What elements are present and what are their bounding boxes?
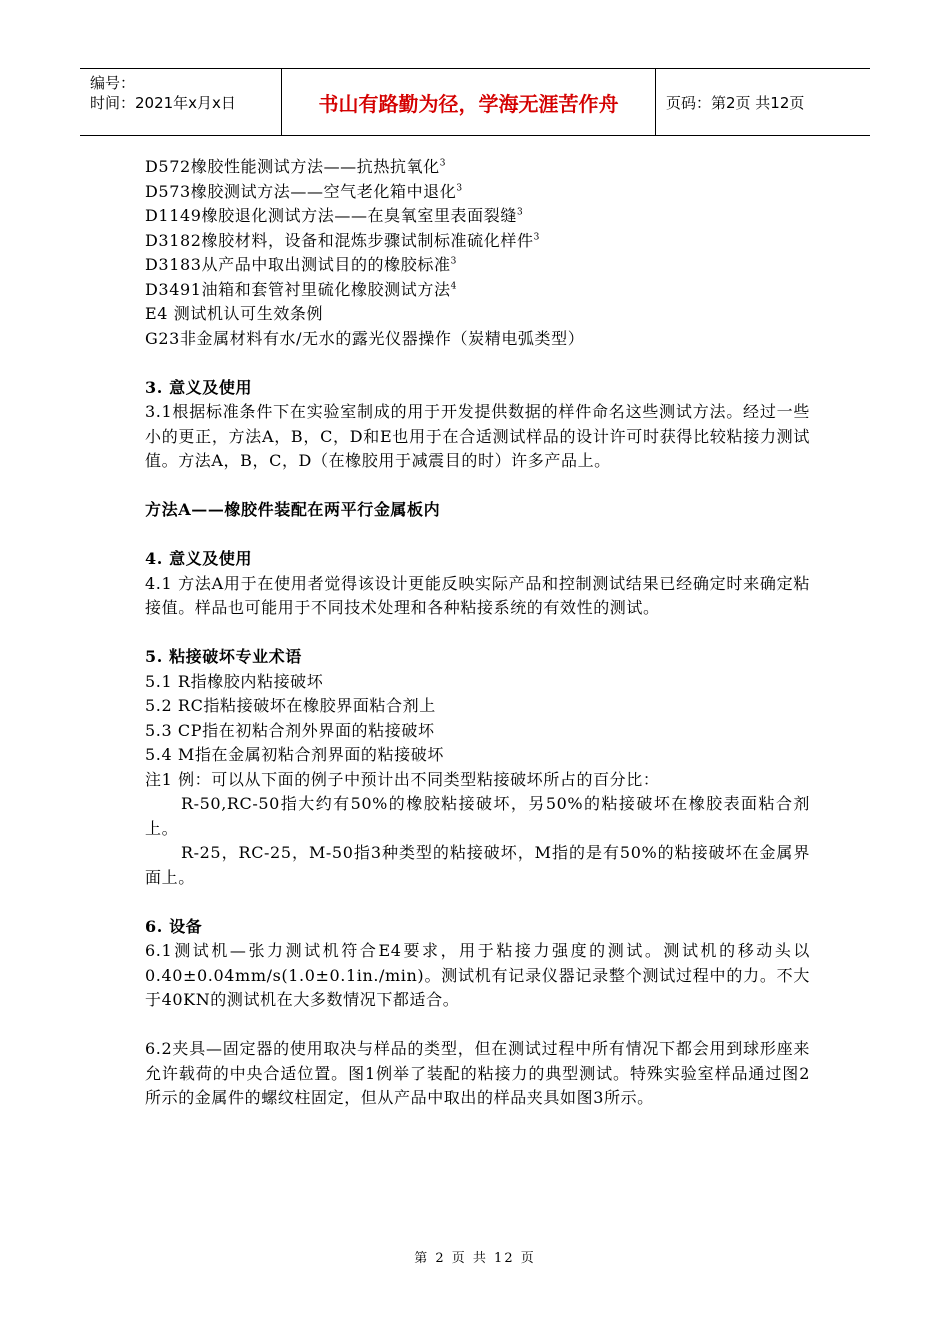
reference-item [145, 204, 810, 229]
document-time: 时间：2021年x月x日 [90, 94, 236, 112]
reference-text: D572橡胶性能测试方法——抗热抗氧化 [145, 157, 440, 176]
reference-item [145, 327, 810, 352]
reference-text: D573橡胶测试方法——空气老化箱中退化 [145, 181, 457, 201]
page-footer: 第 2 页 共 12 页 [414, 1251, 536, 1266]
example-1: R-50,RC-50指大约有50%的橡胶粘接破坏，另50%的粘接破坏在橡胶表面粘合剂上。 [145, 794, 810, 838]
section-3-body: 3.1根据标准条件下在实验室制成的用于开发提供数据的样件命名这些测试方法。经过一些小的更正，方法A，B，C，D和E也用于在合适测试样品的设计许可时获得比较粘接力测试值。方法A，B，C，D（在橡胶用于减震目的时）许多产品上。 [145, 402, 810, 470]
term-item: 5.2 RC指粘接破坏在橡胶界面粘合剂上 [145, 696, 436, 715]
reference-text: D3491油箱和套管衬里硫化橡胶测试方法 [145, 279, 451, 299]
reference-text: D3183从产品中取出测试目的的橡胶标准 [145, 255, 451, 274]
reference-text: E4 测试机认可生效条例 [145, 304, 324, 323]
reference-footnote: 3 [439, 158, 447, 169]
reference-text: G23非金属材料有水/无水的露光仪器操作（炭精电弧类型） [145, 328, 585, 348]
reference-item [145, 180, 810, 205]
term-item: 5.4 M指在金属初粘合剂界面的粘接破坏 [145, 745, 444, 764]
header-meta [80, 69, 282, 135]
section-6-1-body: 6.1测试机—张力测试机符合E4要求，用于粘接力强度的测试。测试机的移动头以0.40±0.04mm/s(1.0±0.1in./min)。测试机有记录仪器记录整个测试过程中的力。不大于40KN的测试机在大多数情况下都适合。 [145, 941, 810, 1009]
header-page-info: 页码：第2页 共12页 [666, 93, 805, 112]
reference-text: D1149橡胶退化测试方法——在臭氧室里表面裂缝 [145, 206, 517, 225]
reference-footnote: 3 [450, 256, 457, 267]
reference-text: D3182橡胶材料，设备和混炼步骤试制标准硫化样件 [145, 230, 534, 250]
reference-list [145, 155, 810, 351]
reference-item [145, 229, 810, 254]
section-3-heading: 3. 意义及使用 [145, 377, 253, 397]
reference-footnote: 3 [456, 183, 463, 194]
reference-item [145, 302, 810, 327]
method-a-heading: 方法A——橡胶件装配在两平行金属板内 [145, 500, 441, 519]
section-6-2-body: 6.2夹具—固定器的使用取决与样品的类型，但在测试过程中所有情况下都会用到球形座来允许载荷的中央合适位置。图1例举了装配的粘接力的典型测试。特殊实验室样品通过图2所示的金属件的螺纹柱固定，但从产品中取出的样品夹具如图3所示。 [145, 1039, 810, 1107]
reference-item [145, 278, 810, 303]
section-5-heading: 5. 粘接破坏专业术语 [145, 647, 302, 666]
section-6-heading: 6. 设备 [145, 916, 203, 936]
note-line: 注1 例：可以从下面的例子中预计出不同类型粘接破坏所占的百分比： [145, 769, 660, 789]
example-2: R-25，RC-25，M-50指3种类型的粘接破坏，M指的是有50%的粘接破坏在金属界面上。 [145, 843, 810, 887]
reference-footnote: 3 [533, 232, 540, 243]
document-number-label: 编号： [90, 74, 136, 92]
reference-item [145, 253, 810, 278]
reference-footnote: 3 [516, 207, 524, 218]
header-motto: 书山有路勤为径，学海无涯苦作舟 [282, 69, 656, 135]
term-item: 5.3 CP指在初粘合剂外界面的粘接破坏 [145, 720, 435, 740]
section-4-heading: 4. 意义及使用 [145, 549, 253, 568]
page-header [80, 68, 870, 136]
term-item: 5.1 R指橡胶内粘接破坏 [145, 671, 324, 691]
document-body [145, 155, 810, 1111]
section-4-body: 4.1 方法A用于在使用者觉得该设计更能反映实际产品和控制测试结果已经确定时来确定粘接值。样品也可能用于不同技术处理和各种粘接系统的有效性的测试。 [145, 573, 810, 617]
reference-item [145, 155, 810, 180]
reference-footnote: 4 [450, 281, 457, 292]
